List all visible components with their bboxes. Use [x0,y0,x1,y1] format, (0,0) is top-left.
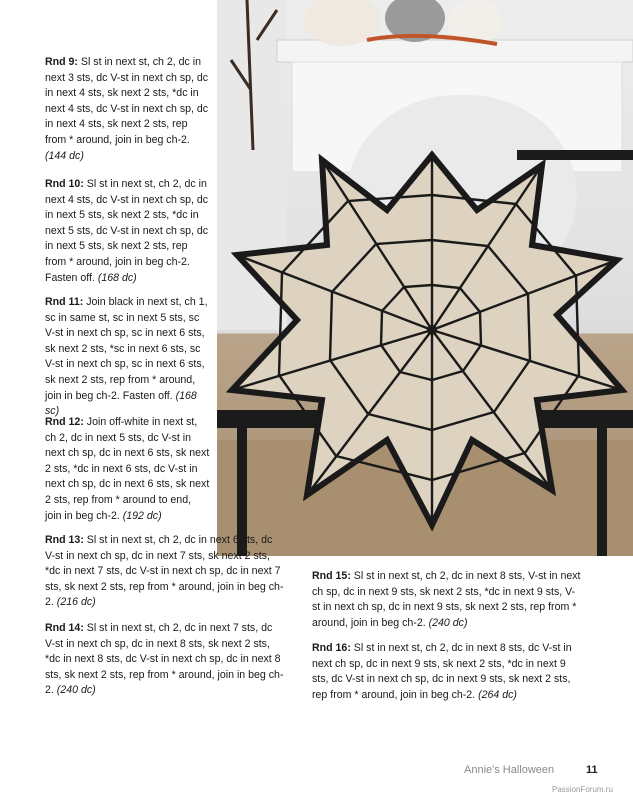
blanket-photo [217,0,633,556]
spiderweb-blanket-illustration [217,0,633,556]
watermark: PassionForum.ru [552,785,613,794]
round-12: Rnd 12: Join off-white in next st, ch 2, dc in next 5 sts, dc V-st in next ch sp, dc in next 6 sts, sk next 2 sts, *dc in next 6 sts, dc V-st in next ch sp, dc in next 6 sts, sk next 2 sts, rep from * around to end, join in beg ch-2. (192 dc) [45,416,210,522]
round-14: Rnd 14: Sl st in next st, ch 2, dc in next 7 sts, dc V-st in next ch sp, dc in next 8 sts, sk next 2 sts, *dc in next 8 sts, dc V-st in next ch sp, dc in next 8 sts, sk next 2 sts, rep from * around, join in beg ch-2. (240 dc) [45,622,284,697]
round-15: Rnd 15: Sl st in next st, ch 2, dc in next 8 sts, V-st in next ch sp, dc in next 9 sts, sk next 2 sts, *dc in next 9 sts, V-st in next ch sp, dc in next 9 sts, sk next 2 sts, rep from * around, join in beg ch-2. (240 dc) [312,570,581,629]
page-number: 11 [586,764,598,776]
round-9: Rnd 9: Sl st in next st, ch 2, dc in next 3 sts, dc V-st in next ch sp, dc in next 4 sts, sk next 2 sts, *dc in next 4 sts, dc V-st in next ch sp, dc in next 4 sts, sk next 2 sts, rep from * around, join in beg ch-2. (144 dc) [45,56,209,162]
round-10: Rnd 10: Sl st in next st, ch 2, dc in next 4 sts, dc V-st in next ch sp, dc in next 5 sts, sk next 2 sts, *dc in next 5 sts, dc V-st in next ch sp, dc in next 5 sts, sk next 2 sts, rep from * around, join in beg ch-2. Fasten off. (168 dc) [45,178,209,284]
round-11: Rnd 11: Join black in next st, ch 1, sc in same st, sc in next 5 sts, sc V-st in next ch sp, sc in next 6 sts, sk next 2 sts, *sc in next 6 sts, sc V-st in next ch sp, sc in next 6 sts, sk next 2 sts, rep from * around, join in beg ch-2. Fasten off. (168 sc) [45,296,208,418]
round-16: Rnd 16: Sl st in next st, ch 2, dc in next 8 sts, dc V-st in next ch sp, dc in next 9 sts, sk next 2 sts, *dc in next 9 sts, dc V-st in next ch sp, dc in next 9 sts, sk next 2 sts, rep from * around, join in beg ch-2. (264 dc) [312,642,572,701]
footer-title: Annie's Halloween [464,764,555,776]
round-13: Rnd 13: Sl st in next st, ch 2, dc in next 6 sts, dc V-st in next ch sp, dc in next 7 sts, sk next 2 sts, *dc in next 7 sts, dc V-st in next ch sp, dc in next 7 sts, sk next 2 sts, rep from * around, join in beg ch-2. (216 dc) [45,534,284,609]
